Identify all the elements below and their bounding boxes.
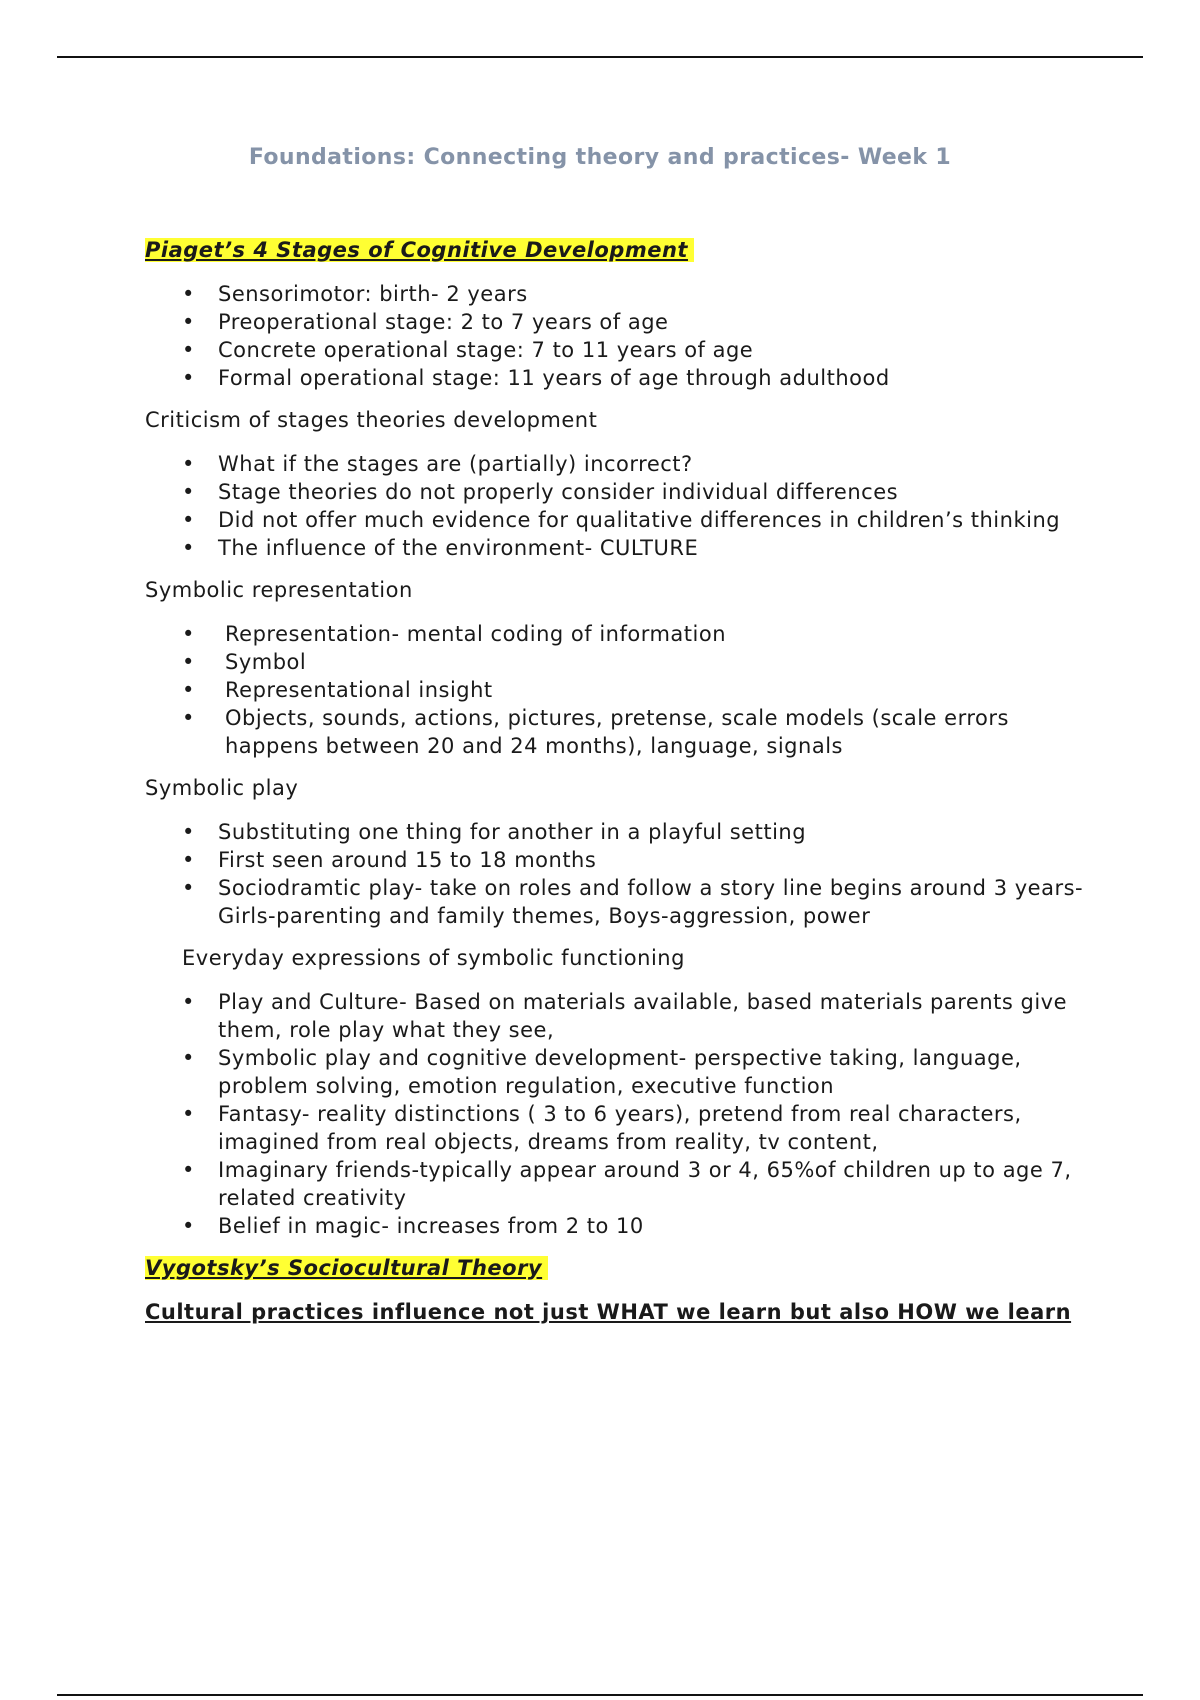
list-item — [145, 874, 1090, 930]
bullet-icon: • — [182, 990, 195, 1014]
list-item-text: Belief in magic- increases from 2 to 10 — [218, 1214, 644, 1238]
list-item-text: Symbolic play and cognitive development- perspective taking, language, problem solving, emotion regulation, executive function — [218, 1046, 1022, 1098]
list-item-text: What if the stages are (partially) incorrect? — [218, 452, 693, 476]
symbolic-play-list — [145, 818, 1090, 930]
symbolic-representation-list — [145, 620, 1090, 760]
bullet-icon: • — [182, 282, 195, 306]
bullet-icon: • — [182, 480, 195, 504]
list-item-text: Fantasy- reality distinctions ( 3 to 6 years), pretend from real characters, imagined from real objects, dreams from reality, tv content, — [218, 1102, 1022, 1154]
bullet-icon: • — [182, 1214, 195, 1238]
list-item — [145, 478, 1090, 506]
list-item — [145, 1044, 1090, 1100]
bullet-icon: • — [182, 338, 195, 362]
list-item — [145, 534, 1090, 562]
list-item-text: Representational insight — [225, 678, 493, 702]
list-item — [145, 336, 1090, 364]
bullet-icon: • — [182, 366, 195, 390]
vygotsky-heading-text: Vygotsky’s Sociocultural Theory — [145, 1256, 548, 1280]
list-item — [145, 1100, 1090, 1156]
header-rule — [57, 56, 1143, 58]
list-item-text: Substituting one thing for another in a playful setting — [218, 820, 807, 844]
bullet-icon: • — [182, 1102, 195, 1126]
list-item — [145, 704, 1090, 760]
footer-rule — [57, 1694, 1143, 1696]
list-item-text: First seen around 15 to 18 months — [218, 848, 597, 872]
list-item-text: Imaginary friends-typically appear around 3 or 4, 65%of children up to age 7, related creativity — [218, 1158, 1072, 1210]
list-item — [145, 308, 1090, 336]
bullet-icon: • — [182, 622, 195, 646]
list-item — [145, 988, 1090, 1044]
bullet-icon: • — [182, 876, 195, 900]
vygotsky-heading — [145, 1254, 1090, 1282]
bullet-icon: • — [182, 678, 195, 702]
piaget-list — [145, 280, 1090, 392]
list-item — [145, 818, 1090, 846]
list-item — [145, 648, 1090, 676]
bullet-icon: • — [182, 650, 195, 674]
piaget-heading — [145, 236, 1090, 264]
symbolic-play-heading: Symbolic play — [145, 776, 299, 800]
criticism-heading: Criticism of stages theories development — [145, 408, 598, 432]
list-item-text: Play and Culture- Based on materials available, based materials parents give them, role play what they see, — [218, 990, 1068, 1042]
list-item — [145, 1212, 1090, 1240]
list-item-text: Sensorimotor: birth- 2 years — [218, 282, 528, 306]
bullet-icon: • — [182, 1158, 195, 1182]
vygotsky-subheading: Cultural practices influence not just WHAT we learn but also HOW we learn — [145, 1300, 1072, 1324]
list-item-text: Representation- mental coding of information — [225, 622, 727, 646]
bullet-icon: • — [182, 848, 195, 872]
bullet-icon: • — [182, 706, 195, 730]
piaget-heading-text: Piaget’s 4 Stages of Cognitive Development — [145, 238, 694, 262]
list-item — [145, 676, 1090, 704]
list-item — [145, 450, 1090, 478]
list-item-text: Did not offer much evidence for qualitative differences in children’s thinking — [218, 508, 1061, 532]
list-item-text: Objects, sounds, actions, pictures, pretense, scale models (scale errors happens between 20 and 24 months), language, signals — [225, 706, 1009, 758]
list-item-text: Preoperational stage: 2 to 7 years of age — [218, 310, 669, 334]
list-item — [145, 1156, 1090, 1212]
list-item-text: Concrete operational stage: 7 to 11 years of age — [218, 338, 754, 362]
symbolic-representation-heading: Symbolic representation — [145, 578, 413, 602]
document-body — [145, 236, 1090, 1326]
bullet-icon: • — [182, 820, 195, 844]
bullet-icon: • — [182, 310, 195, 334]
page-title: Foundations: Connecting theory and practices- Week 1 — [248, 145, 952, 170]
bullet-icon: • — [182, 536, 195, 560]
list-item — [145, 846, 1090, 874]
list-item-text: The influence of the environment- CULTURE — [218, 536, 699, 560]
criticism-list — [145, 450, 1090, 562]
everyday-heading: Everyday expressions of symbolic functioning — [182, 946, 685, 970]
everyday-list — [145, 988, 1090, 1240]
list-item — [145, 620, 1090, 648]
bullet-icon: • — [182, 452, 195, 476]
list-item-text: Stage theories do not properly consider individual differences — [218, 480, 899, 504]
list-item-text: Symbol — [225, 650, 307, 674]
list-item — [145, 280, 1090, 308]
list-item — [145, 506, 1090, 534]
list-item-text: Formal operational stage: 11 years of age through adulthood — [218, 366, 890, 390]
list-item-text: Sociodramtic play- take on roles and follow a story line begins around 3 years- Girls-parenting and family themes, Boys-aggression, power — [218, 876, 1084, 928]
list-item — [145, 364, 1090, 392]
bullet-icon: • — [182, 508, 195, 532]
bullet-icon: • — [182, 1046, 195, 1070]
